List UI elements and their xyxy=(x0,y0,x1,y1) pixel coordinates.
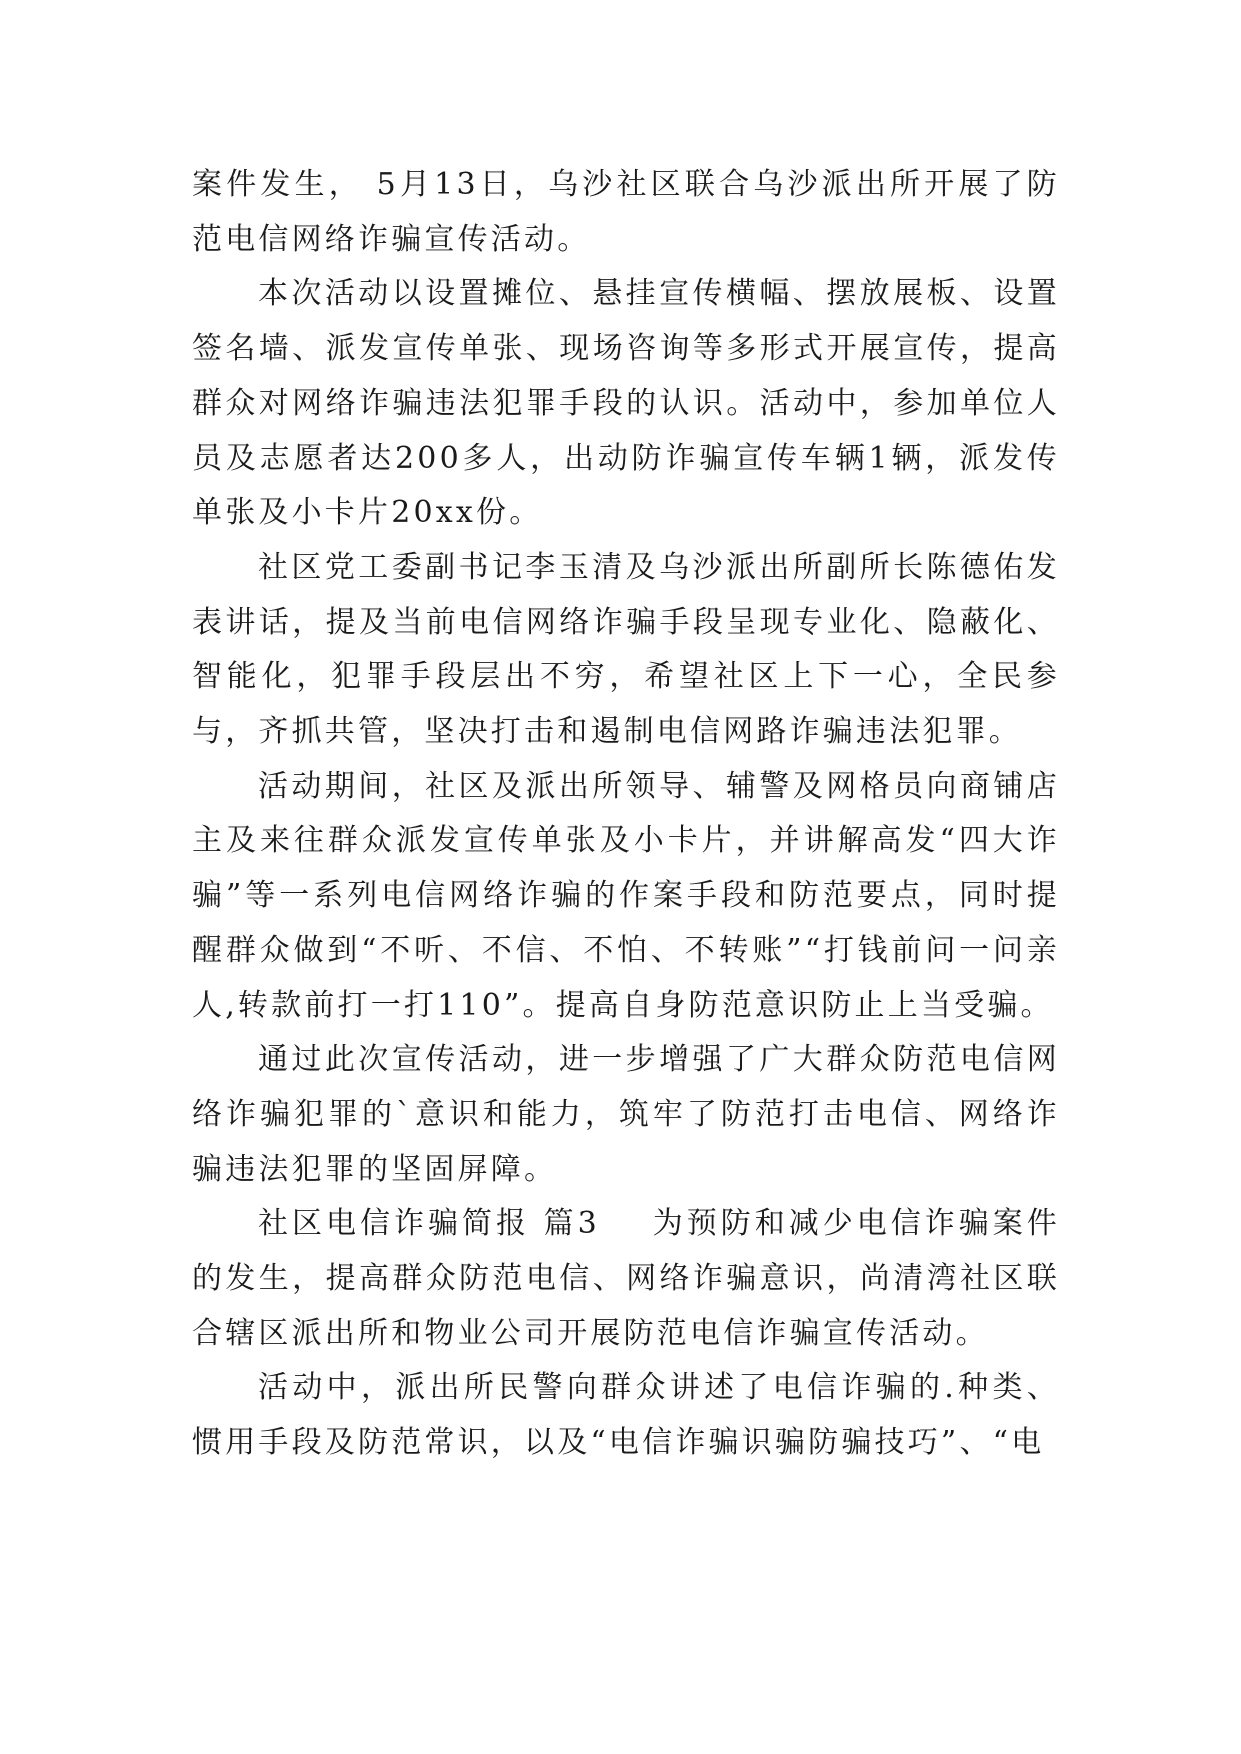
paragraph-7: 活动中，派出所民警向群众讲述了电信诈骗的.种类、惯用手段及防范常识，以及“电信诈骗识骗防骗技巧”、“电 xyxy=(192,1370,1060,1461)
paragraph-6-text: 为预防和减少电信诈骗案件的发生，提高群众防范电信、网络诈骗意识，尚清湾社区联合辖区派出所和物业公司开展防范电信诈骗宣传活动。 xyxy=(192,1206,1060,1351)
paragraph-1: 案件发生， 5月13日，乌沙社区联合乌沙派出所开展了防范电信网络诈骗宣传活动。 xyxy=(192,167,1060,257)
paragraph-6 xyxy=(192,1197,1060,1361)
document-body xyxy=(192,158,1060,1471)
paragraph-2: 本次活动以设置摊位、悬挂宣传横幅、摆放展板、设置签名墙、派发宣传单张、现场咨询等多形式开展宣传，提高群众对网络诈骗违法犯罪手段的认识。活动中，参加单位人员及志愿者达200多人，出动防诈骗宣传车辆1辆，派发传单张及小卡片20xx份。 xyxy=(192,276,1060,531)
paragraph-3: 社区党工委副书记李玉清及乌沙派出所副所长陈德佑发表讲话，提及当前电信网络诈骗手段呈现专业化、隐蔽化、智能化，犯罪手段层出不穷，希望社区上下一心，全民参与，齐抓共管，坚决打击和遏制电信网路诈骗违法犯罪。 xyxy=(192,549,1060,750)
section-heading: 社区电信诈骗简报 篇3 xyxy=(258,1206,600,1242)
paragraph-5: 通过此次宣传活动，进一步增强了广大群众防范电信网络诈骗犯罪的`意识和能力，筑牢了防范打击电信、网络诈骗违法犯罪的坚固屏障。 xyxy=(192,1042,1060,1187)
paragraph-4: 活动期间，社区及派出所领导、辅警及网格员向商铺店主及来往群众派发宣传单张及小卡片，并讲解高发“四大诈骗”等一系列电信网络诈骗的作案手段和防范要点，同时提醒群众做到“不听、不信、不怕、不转账”“打钱前问一问亲人,转款前打一打110”。提高自身防范意识防止上当受骗。 xyxy=(192,768,1060,1023)
